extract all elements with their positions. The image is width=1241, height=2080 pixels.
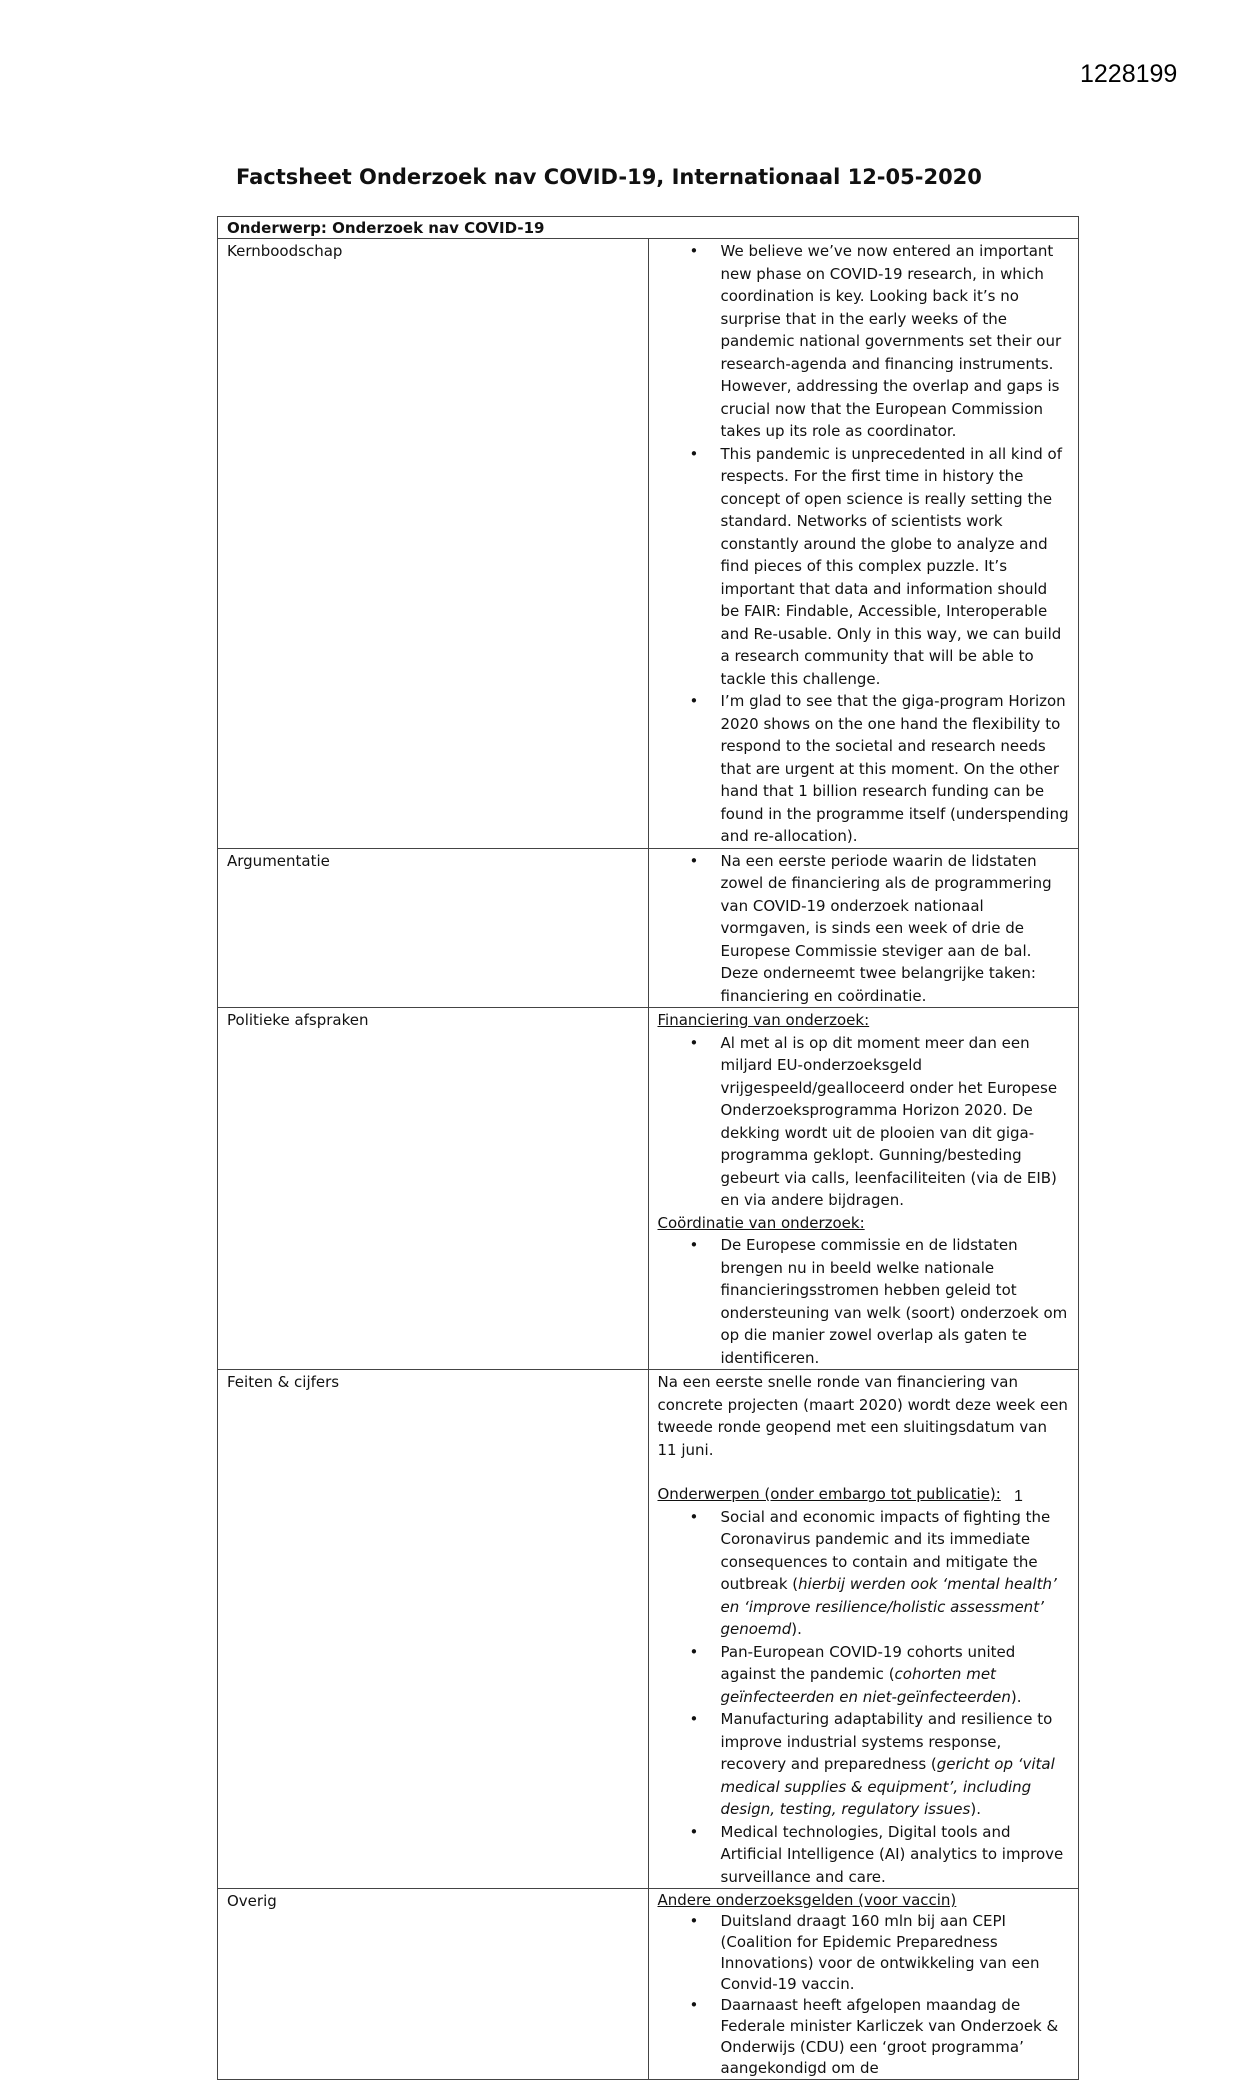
subject-row (218, 217, 1079, 239)
content-feiten-cijfers (648, 1370, 1079, 1889)
content-kernboodschap (648, 239, 1079, 849)
bullet-item: • Daarnaast heeft afgelopen maandag de Federale minister Karliczek van Onderzoek & Onderwijs (CDU) een ‘groot programma’ aangekondigd om de (658, 1995, 1070, 2079)
item-tail: ). (1010, 1687, 1022, 1706)
bullet-item: • I’m glad to see that the giga-program Horizon 2020 shows on the one hand the flexibility to respond to the societal and research needs that are urgent at this moment. On the other hand that 1 billion research funding can be found in the programme itself (underspending and re-allocation). (658, 690, 1070, 848)
subheading-onderwerpen: Onderwerpen (onder embargo tot publicatie): (657, 1485, 1001, 1503)
bullet-item (658, 1708, 1070, 1821)
bullet-item: • We believe we’ve now entered an important new phase on COVID-19 research, in which coordination is key. Looking back it’s no surprise that in the early weeks of the pandemic national governments set their our research-agenda and financing instruments. However, addressing the overlap and gaps is crucial now that the European Commission takes up its role as coordinator. (658, 240, 1070, 443)
bullet-item: • Na een eerste periode waarin de lidstaten zowel de financiering als de programmering van COVID-19 onderzoek nationaal vormgaven, is sinds een week of drie de Europese Commissie steviger aan de bal. Deze onderneemt twee belangrijke taken: financiering en coördinatie. (658, 850, 1070, 1008)
label-feiten-cijfers: Feiten & cijfers (218, 1370, 649, 1889)
label-argumentatie: Argumentatie (218, 848, 649, 1008)
document-id: 1228199 (1080, 60, 1178, 88)
content-argumentatie (648, 848, 1079, 1008)
item-tail: ). (970, 1800, 981, 1818)
subheading-financiering: Financiering van onderzoek: (657, 1011, 870, 1029)
subheading-coordinatie: Coördinatie van onderzoek: (657, 1213, 865, 1232)
bullet-item: • Al met al is op dit moment meer dan een miljard EU-onderzoeksgeld vrijgespeeld/gealloceerd onder het Europese Onderzoeksprogramma Horizon 2020. De dekking wordt uit de plooien van dit giga-programma geklopt. Gunning/besteding gebeurt via calls, leenfaciliteiten (via de EIB) en via andere bijdragen. (658, 1032, 1070, 1212)
label-kernboodschap: Kernboodschap (218, 239, 649, 849)
intro-text: Na een eerste snelle ronde van financiering van concrete projecten (maart 2020) wordt deze week een tweede ronde geopend met een sluitingsdatum van 11 juni. (657, 1373, 1068, 1459)
bullet-item: • Duitsland draagt 160 mln bij aan CEPI (Coalition for Epidemic Preparedness Innovations) voor de ontwikkeling van een Convid-19 vaccin. (658, 1911, 1070, 1995)
item-note: gericht op ‘vital medical supplies & equipment’, including design, testing, regulatory issues (720, 1755, 1055, 1818)
factsheet-table (217, 216, 1079, 2080)
item-note: cohorten met geïnfecteerden en niet-geïnfecteerden (720, 1665, 1011, 1706)
label-overig: Overig (218, 1889, 649, 2080)
item-tail: ). (791, 1620, 802, 1638)
row-politieke-afspraken (218, 1008, 1079, 1370)
row-overig (218, 1889, 1079, 2080)
item-note: hierbij werden ook ‘mental health’ en ‘improve resilience/holistic assessment’ genoemd (720, 1575, 1057, 1638)
spacer (658, 1461, 1070, 1483)
bullet-item: • This pandemic is unprecedented in all kind of respects. For the first time in history the concept of open science is really setting the standard. Networks of scientists work constantly around the globe to analyze and find pieces of this complex puzzle. It’s important that data and information should be FAIR: Findable, Accessible, Interoperable and Re-usable. Only in this way, we can build a research community that will be able to tackle this challenge. (658, 443, 1070, 691)
bullet-item (658, 1506, 1070, 1641)
subject-header: Onderwerp: Onderzoek nav COVID-19 (218, 217, 1079, 239)
item-text: Medical technologies, Digital tools and Artificial Intelligence (AI) analytics to improve surveillance and care. (720, 1822, 1064, 1886)
row-argumentatie (218, 848, 1079, 1008)
page-number: 1 (1014, 1488, 1023, 1505)
label-politieke-afspraken: Politieke afspraken (218, 1008, 649, 1370)
row-feiten-cijfers (218, 1370, 1079, 1889)
item-text: Manufacturing adaptability and resilience to improve industrial systems response, recovery and preparedness ( (720, 1710, 1053, 1773)
bullet-item (658, 1821, 1070, 1889)
page-title: Factsheet Onderzoek nav COVID-19, Internationaal 12-05-2020 (236, 165, 982, 189)
subheading-andere-onderzoeksgelden: Andere onderzoeksgelden (voor vaccin) (657, 1891, 957, 1909)
item-text: Pan-European COVID-19 cohorts united against the pandemic ( (720, 1642, 1016, 1683)
content-overig (648, 1889, 1079, 2080)
row-kernboodschap (218, 239, 1079, 849)
bullet-item: • De Europese commissie en de lidstaten brengen nu in beeld welke nationale financieringsstromen hebben geleid tot ondersteuning van welk (soort) onderzoek om op die manier zowel overlap als gaten te identificeren. (658, 1234, 1070, 1369)
bullet-item (658, 1641, 1070, 1709)
item-text: Social and economic impacts of fighting the Coronavirus pandemic and its immediate consequences to contain and mitigate the outbreak ( (720, 1507, 1051, 1593)
content-politieke-afspraken (648, 1008, 1079, 1370)
